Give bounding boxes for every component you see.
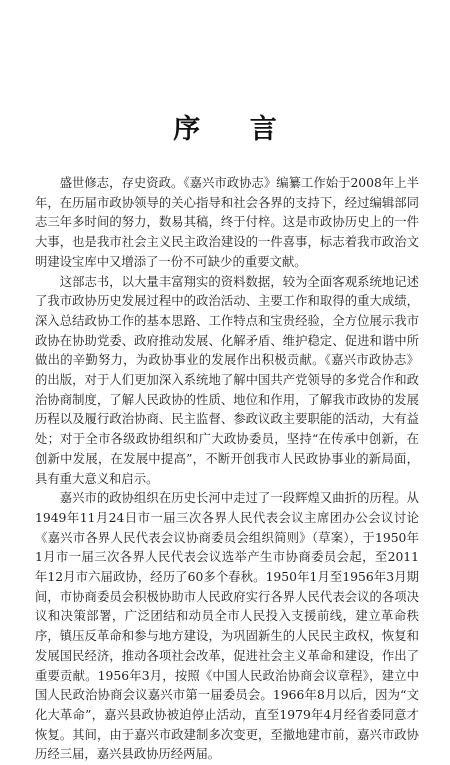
paragraph-1: 盛世修志，存史资政。《嘉兴市政协志》编纂工作始于2008年上半年，在历届市政协领导的关心指导和社会各界的支持下，经过编辑部同志三年多时间的努力，数易其稿，终于付梓。这是市政协历史上的一件大事，也是我市社会主义民主政治建设的一件喜事，标志着我市政治文明建设宝库中又增添了一份不可缺少的重要文献。 <box>35 176 419 269</box>
paragraph-3: 嘉兴市的政协组织在历史长河中走过了一段辉煌又曲折的历程。从1949年11月24日市一届三次各界人民代表会议主席团办公会议讨论《嘉兴市各界人民代表会议协商委员会组织简则》（草案），于1950年1月市一届三次各界人民代表会议选举产生市协商委员会起，至2011年12月市六届政协，经历了60多个春秋。1950年1月至1956年3月期间，市协商委员会积极协助市人民政府实行各界人民代表会议的各项决议和决策部署，广泛团结和动员全市人民投入支援前线，建立革命秩序，镇压反革命和参与地方建设，为巩固新生的人民民主政权，恢复和发展国民经济，推动各项社会改革，促进社会主义革命和建设，作出了重要贡献。1956年3月，按照《中国人民政治协商会议章程》，建立中国人民政治协商会议嘉兴市第一届委员会。1966年8月以后，因为“文化大革命”，嘉兴县政协被迫停止活动，直至1979年4月经省委同意才恢复。其间，由于嘉兴市政建制多次变更，至撤地建市前，嘉兴市政协历经三届，嘉兴县政协历经两届。 <box>35 491 419 762</box>
preface-body <box>35 174 419 765</box>
page-title: 序 言 <box>173 114 297 145</box>
paragraph-2: 这部志书，以大量丰富翔实的资料数据，较为全面客观系统地记述了我市政协历史发展过程中的政治活动、主要工作和取得的重大成绩，深入总结政协工作的基本思路、工作特点和宝贵经验，全方位展示我市政协在协助党委、政府推动发展、化解矛盾、维护稳定、促进和谐中所做出的辛勤努力，为政协事业的发展作出积极贡献。《嘉兴市政协志》的出版，对于人们更加深入系统地了解中国共产党领导的多党合作和政治协商制度，了解人民政协的性质、地位和作用，了解我市政协的发展历程以及履行政治协商、民主监督、参政议政主要职能的活动，大有益处；对于全市各级政协组织和广大政协委员，坚持“在传承中创新，在创新中发展，在发展中提高”，不断开创我市人民政协事业的新局面，具有重大意义和启示。 <box>35 274 419 486</box>
